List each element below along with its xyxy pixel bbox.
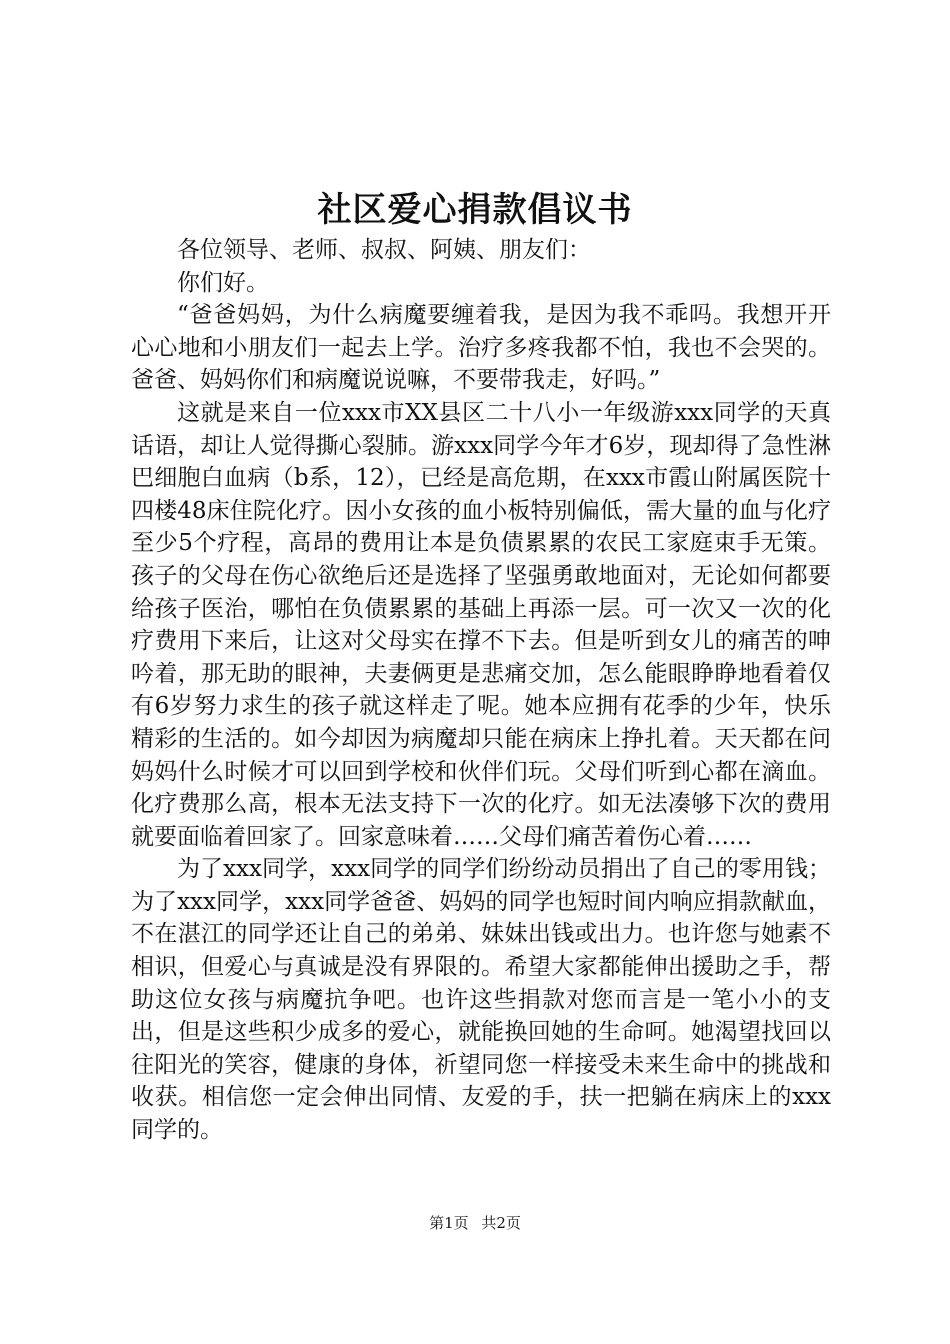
- story-paragraph: 这就是来自一位xxx市XX县区二十八小一年级游xxx同学的天真话语，却让人觉得撕心裂肺。游xxx同学今年才6岁，现却得了急性淋巴细胞白血病（b系，12），已经是高危期，在xxx市霞山附属医院十四楼48床住院化疗。因小女孩的血小板特别偏低，需大量的血与化疗至少5个疗程，高昂的费用让本是负债累累的农民工家庭束手无策。孩子的父母在伤心欲绝后还是选择了坚强勇敢地面对，无论如何都要给孩子医治，哪怕在负债累累的基础上再添一层。可一次又一次的化疗费用下来后，让这对父母实在撑不下去。但是听到女儿的痛苦的呻吟着，那无助的眼神，夫妻俩更是悲痛交加，怎么能眼睁睁地看着仅有6岁努力求生的孩子就这样走了呢。她本应拥有花季的少年，快乐精彩的生活的。如今却因为病魔却只能在病床上挣扎着。天天都在问妈妈什么时候才可以回到学校和伙伴们玩。父母们听到心都在滴血。化疗费那么高，根本无法支持下一次的化疗。如无法凑够下次的费用就要面临着回家了。回家意味着……父母们痛苦着伤心着……: [131, 399, 831, 850]
- appeal-paragraph: 为了xxx同学，xxx同学的同学们纷纷动员捐出了自己的零用钱；为了xxx同学，xxx同学爸爸、妈妈的同学也短时间内响应捐款献血，不在湛江的同学还让自己的弟弟、妹妹出钱或出力。也许您与她素不相识，但爱心与真诚是没有界限的。希望大家都能伸出援助之手，帮助这位女孩与病魔抗争吧。也许这些捐款对您而言是一笔小小的支出，但是这些积少成多的爱心，就能换回她的生命呵。她渴望找回以往阳光的笑容，健康的身体，祈望同您一样接受未来生命中的挑战和收获。相信您一定会伸出同情、友爱的手，扶一把躺在病床上的xxx同学的。: [131, 856, 831, 1144]
- quote-paragraph: “爸爸妈妈，为什么病魔要缠着我，是因为我不乖吗。我想开开心心地和小朋友们一起去上学。治疗多疼我都不怕，我也不会哭的。爸爸、妈妈你们和病魔说说嘛，不要带我走，好吗。”: [131, 302, 831, 394]
- page-total: 共2页: [481, 1214, 521, 1232]
- salutation: 各位领导、老师、叔叔、阿姨、朋友们：: [177, 237, 591, 263]
- document-title: 社区爱心捐款倡议书: [317, 190, 633, 230]
- greeting: 你们好。: [177, 269, 269, 296]
- page-footer: [0, 1213, 950, 1233]
- document-body: [131, 234, 831, 1147]
- page-number: 第1页: [429, 1214, 469, 1232]
